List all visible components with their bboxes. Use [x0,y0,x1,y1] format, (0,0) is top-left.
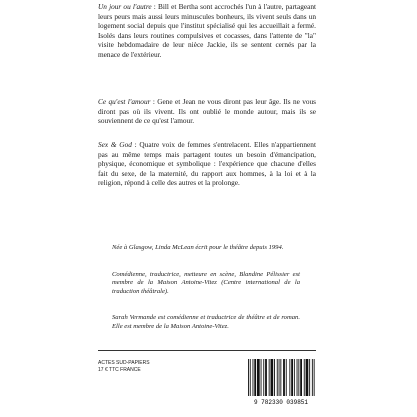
barcode-bar [312,359,313,396]
barcode-bar [291,359,293,396]
barcode-bar [304,359,305,396]
blurb-un-jour-ou-lautre [98,2,316,60]
bio-sarah-vermande: Sarah Vermande est comédienne et traductrice de théâtre et de roman. Elle est membre de la Maison Antoine-Vitez. [112,314,300,330]
barcode-bar [298,359,299,396]
blurb-ce-quest-lamour [98,97,316,126]
blurb-title: Ce qu'est l'amour [98,97,151,106]
barcode-bar [294,359,295,396]
bio-blandine-pelissier: Comédienne, traductrice, metteure en scène, Blandine Pélissier est membre de la Maison Antoine-Vitez (Centre international de la traduction théâtrale). [112,270,300,295]
barcode-bar [297,359,298,396]
barcode-bar [248,359,249,396]
barcode-bar [283,359,285,396]
barcode-bar [300,359,302,396]
barcode-bar [261,359,262,396]
barcode-bar [269,359,270,396]
barcode-bar [280,359,281,396]
barcode-bar [257,359,260,396]
barcode-bar [271,359,274,396]
blurb-title: Un jour ou l'autre [98,2,152,11]
barcode-bar [253,359,254,396]
barcode-bar [274,359,275,396]
barcode-bar [250,359,251,396]
barcode-digits: 9 782330 039851 [253,399,309,406]
price: 17 € TTC FRANCE [98,367,141,373]
bio-linda-mclean: Née à Glasgow, Linda McLean écrit pour le théâtre depuis 1994. [112,244,284,251]
publisher-info [98,360,218,374]
barcode-bar [263,359,264,396]
blurb-title: Sex & God [98,140,132,149]
barcode-bar [286,359,287,396]
author-translator-bios [112,244,300,332]
blurb-sex-and-god [98,140,316,188]
blurb-text: : Gene et Jean ne vous diront pas leur âge. Ils ne vous diront pas où ils vivent. Ils ont oublié le monde autour, mais ils se souviennent de ce qu'est l'amour. [98,97,316,126]
barcode-bar [309,359,310,396]
barcode-bar [279,359,280,396]
barcode [244,358,318,406]
blurb-text: : Bill et Bertha sont accrochés l'un à l'autre, partageant leurs peurs mais aussi leurs minuscules bonheurs, ils vivent seuls dans un logement social depuis que l'institut spécialisé qui les accueillait a fermé. Isolés dans leurs routines compulsives et cocasses, dans l'attente de "la" visite hebdomadaire de leur nièce Jackie, ils se sentent cernés par la menace de l'extérieur. [98,2,316,59]
divider [98,350,316,351]
barcode-bar [265,359,267,396]
barcode-bar [289,359,290,396]
barcode-bar [306,359,309,396]
publisher-name: ACTES SUD-PAPIERS [98,360,150,366]
barcode-bar [277,359,278,396]
blurb-text: : Quatre voix de femmes s'entrelacent. Elles n'appartiennent pas au même temps mais partagent toutes un besoin d'émancipation, physique, économique et symbolique : l'expérience que chacune d'elles fait du sexe, de la maternité, du rapport aux hommes, à la loi et à la religion, répond à celle des autres et la prolonge. [98,140,316,188]
barcode-bar [254,359,256,396]
barcode-bar [314,359,315,396]
